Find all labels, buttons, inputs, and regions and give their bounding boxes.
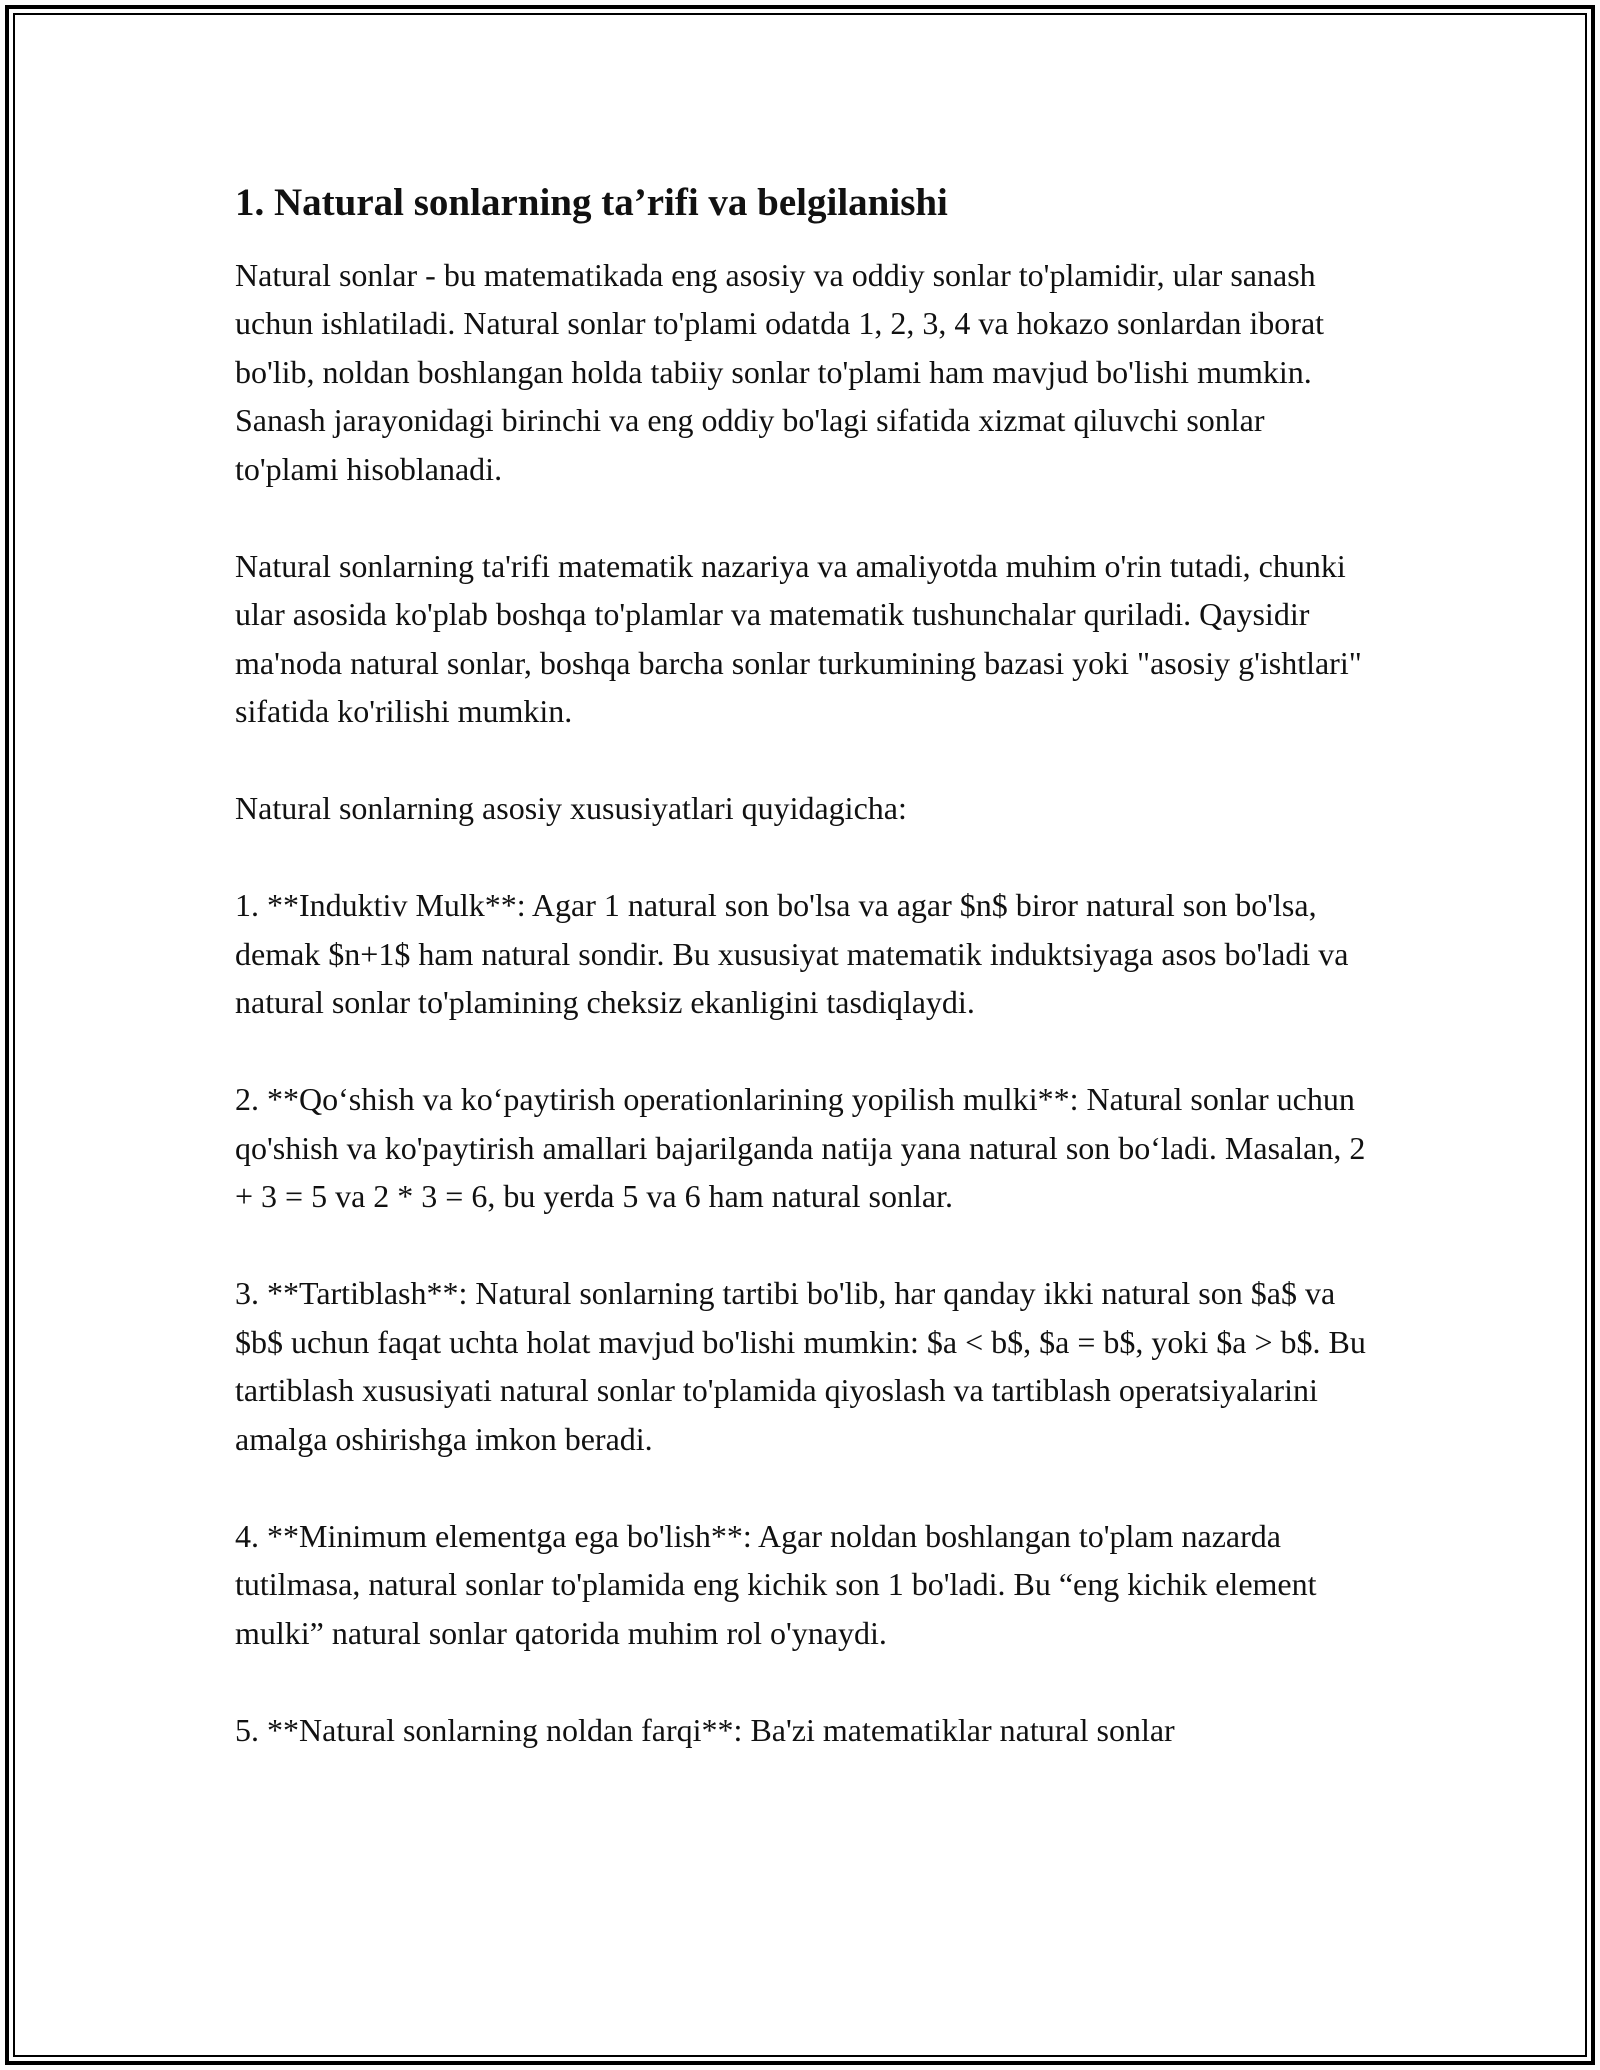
list-item-inductive: 1. **Induktiv Mulk**: Agar 1 natural son bo'lsa va agar $n$ biror natural son bo'lsa, demak $n+1$ ham natural sondir. Bu xususiyat matematik induktsiyaga asos bo'ladi va natural sonlar to'plamining cheksiz ekanligini tasdiqlaydi. — [235, 887, 1349, 1021]
paragraph-definition: Natural sonlar - bu matematikada eng asosiy va oddiy sonlar to'plamidir, ular sanash uchun ishlatiladi. Natural sonlar to'plami odatda 1, 2, 3, 4 va hokazo sonlardan iborat bo'lib, noldan boshlangan holda tabiiy sonlar to'plami ham mavjud bo'lishi mumkin. Sanash jarayonidagi birinchi va eng oddiy bo'lagi sifatida xizmat qiluvchi sonlar to'plami hisoblanadi. — [235, 256, 1325, 487]
list-item-zero-difference: 5. **Natural sonlarning noldan farqi**: Ba'zi matematiklar natural sonlar — [235, 1711, 1175, 1748]
document-page — [235, 180, 1375, 1803]
paragraph-importance: Natural sonlarning ta'rifi matematik nazariya va amaliyotda muhim o'rin tutadi, chunki ular asosida ko'plab boshqa to'plamlar va matematik tushunchalar quriladi. Qaysidir ma'noda natural sonlar, boshqa barcha sonlar turkumining bazasi yoki "asosiy g'ishtlari" sifatida ko'rilishi mumkin. — [235, 547, 1362, 730]
paragraph-properties-intro: Natural sonlarning asosiy xususiyatlari quyidagicha: — [235, 790, 907, 827]
list-item-closure: 2. **Qo‘shish va ko‘paytirish operationlarining yopilish mulki**: Natural sonlar uchun qo'shish va ko'paytirish amallari bajarilganda natija yana natural son bo‘ladi. Masalan, 2 + 3 = 5 va 2 * 3 = 6, bu yerda 5 va 6 ham natural sonlar. — [235, 1081, 1366, 1215]
list-item-ordering: 3. **Tartiblash**: Natural sonlarning tartibi bo'lib, har qanday ikki natural son $a$ va $b$ uchun faqat uchta holat mavjud bo'lishi mumkin: $a < b$, $a = b$, yoki $a > b$. Bu tartiblash xususiyati natural sonlar to'plamida qiyoslash va tartiblash operatsiyalarini amalga oshirishga imkon beradi. — [235, 1275, 1366, 1457]
list-item-minimum: 4. **Minimum elementga ega bo'lish**: Agar noldan boshlangan to'plam nazarda tutilmasa, natural sonlar to'plamida eng kichik son 1 bo'ladi. Bu “eng kichik element mulki” natural sonlar qatorida muhim rol o'ynaydi. — [235, 1517, 1317, 1651]
section-heading: 1. Natural sonlarning ta’rifi va belgilanishi — [235, 181, 948, 224]
